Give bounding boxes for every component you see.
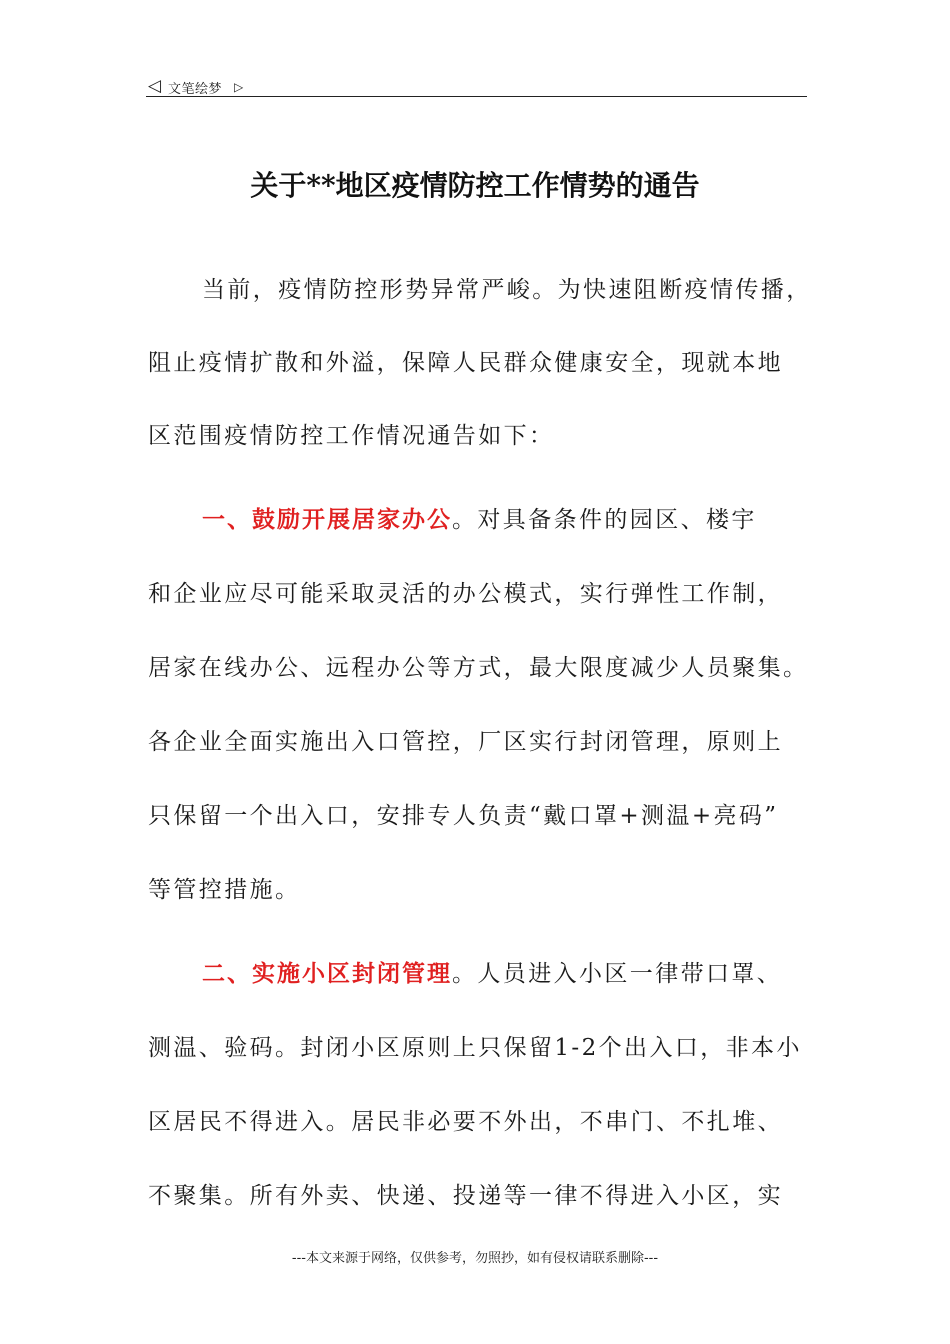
section1-first-line-rest: 。对具备条件的园区、楼宇 [452,507,757,533]
section2-line: 区居民不得进入。居民非必要不外出，不串门、不扎堆、 [148,1109,783,1135]
intro-line-3: 区范围疫情防控工作情况通告如下： [148,423,555,449]
section1-heading: 一、鼓励开展居家办公 [202,506,452,533]
section1-line: 只保留一个出入口，安排专人负责“戴口罩+测温+亮码” [148,803,779,829]
header-rule [146,96,807,97]
section1-first-line [202,501,757,534]
section2-first-line-rest: 。人员进入小区一律带口罩、 [452,961,783,987]
section1-line: 各企业全面实施出入口管控，厂区实行封闭管理，原则上 [148,729,783,755]
footer-disclaimer: ---本文来源于网络，仅供参考，勿照抄，如有侵权请联系删除--- [291,1251,659,1266]
section1-line: 和企业应尽可能采取灵活的办公模式，实行弹性工作制， [148,581,783,607]
triangle-right-icon: ▷ [234,80,244,94]
triangle-left-icon: ◁ [148,76,162,96]
section1-line: 居家在线办公、远程办公等方式，最大限度减少人员聚集。 [148,655,809,681]
section2-heading: 二、实施小区封闭管理 [202,960,452,987]
section2-line: 不聚集。所有外卖、快递、投递等一律不得进入小区，实 [148,1183,783,1209]
intro-line-1: 当前，疫情防控形势异常严峻。为快速阻断疫情传播， [202,277,812,303]
section2-first-line [202,955,782,988]
section2-line: 测温、验码。封闭小区原则上只保留1-2个出入口，非本小 [148,1035,802,1061]
document-title: 关于**地区疫情防控工作情势的通告 [250,169,700,202]
intro-line-2: 阻止疫情扩散和外溢，保障人民群众健康安全，现就本地 [148,350,783,376]
document-header [148,76,806,98]
section1-line: 等管控措施。 [148,877,301,903]
header-brand: 文笔绘梦 [168,82,223,97]
